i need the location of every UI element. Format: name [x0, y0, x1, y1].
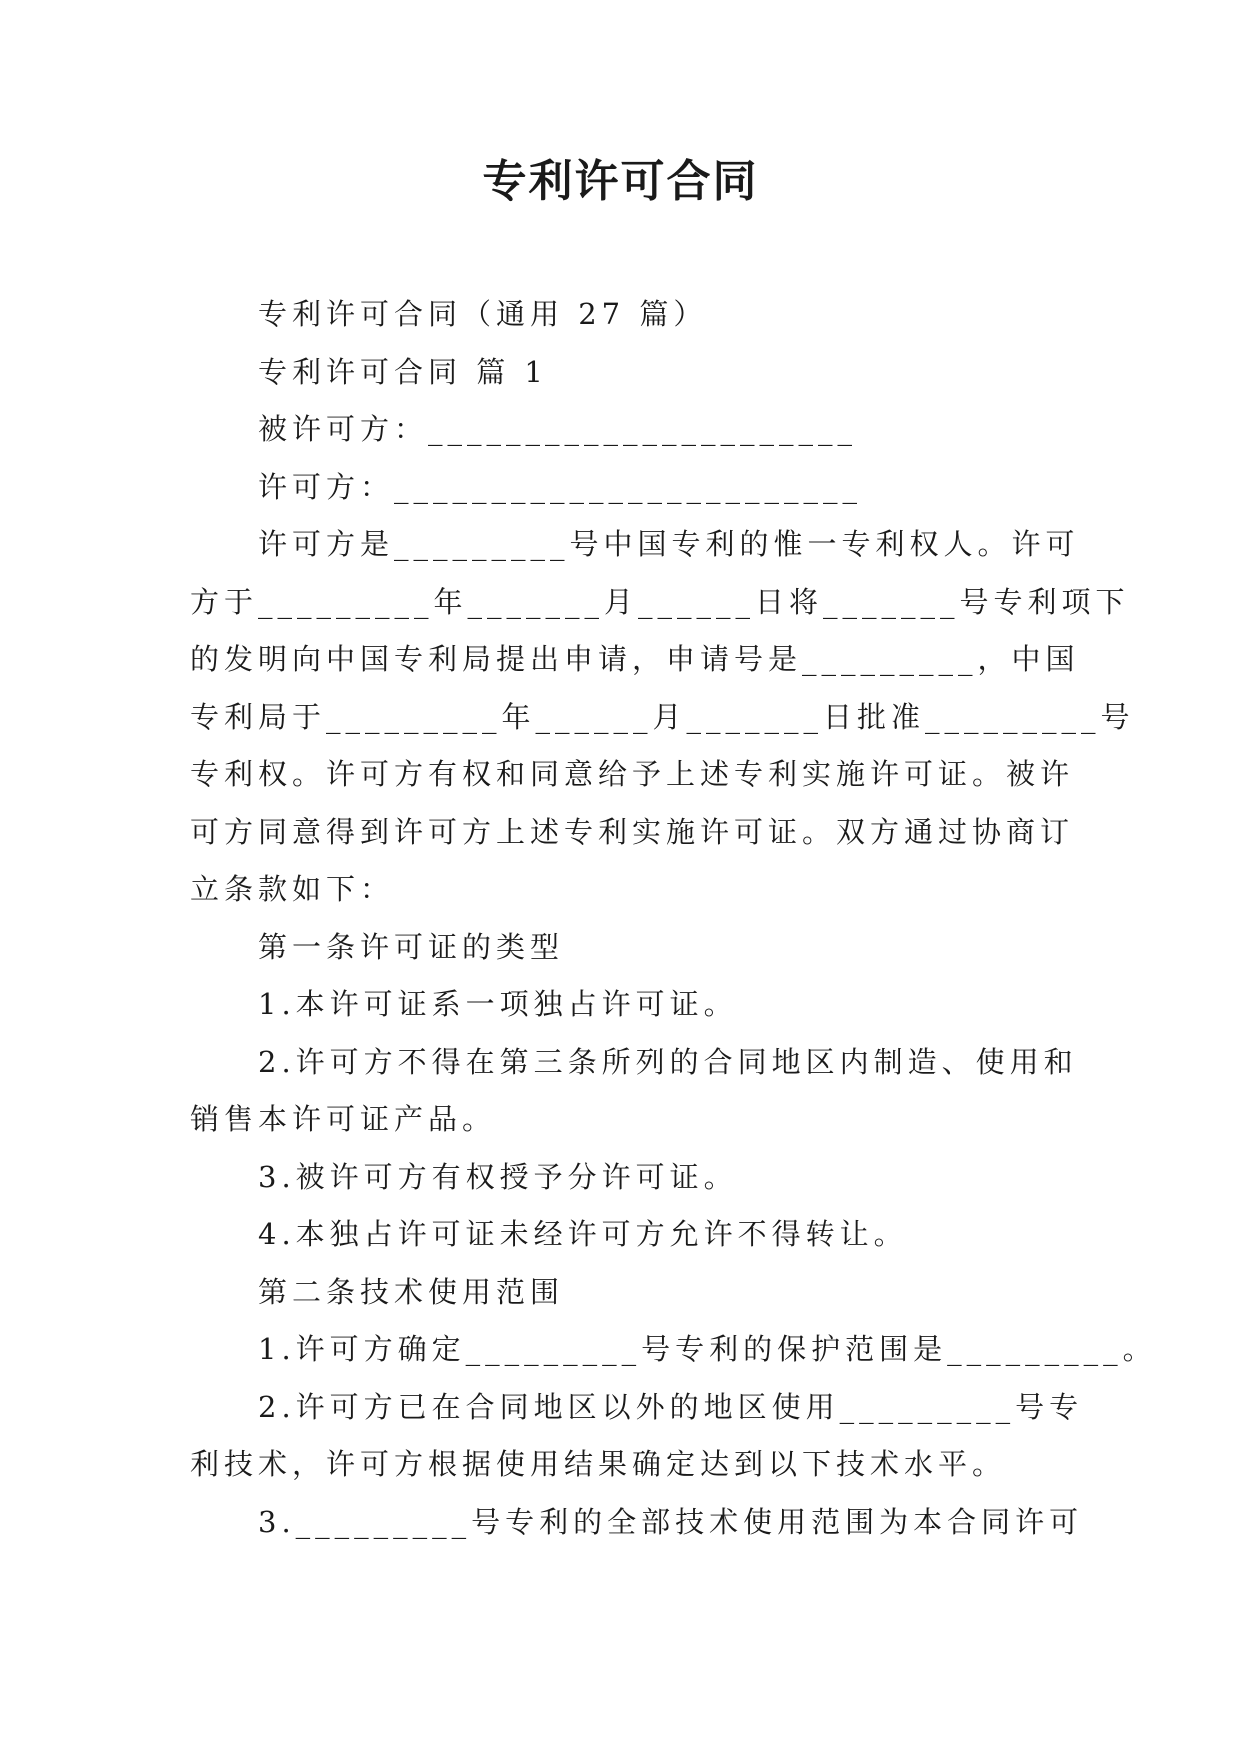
article-two-clause-3	[190, 1494, 1084, 1552]
document-body	[190, 286, 1157, 1551]
paragraph-line: 3._________号专利的全部技术使用范围为本合同许可	[258, 1504, 1084, 1539]
article-two-heading	[190, 1264, 1050, 1322]
article-one-clause-2	[190, 1034, 1078, 1149]
article-one-heading	[190, 919, 1050, 977]
paragraph-line: 专利权。许可方有权和同意给予上述专利实施许可证。被许	[190, 757, 1075, 791]
paragraph-line: 4.本独占许可证未经许可方允许不得转让。	[258, 1217, 908, 1251]
paragraph-line: 1.许可方确定_________号专利的保护范围是_________。	[258, 1332, 1157, 1366]
paragraph-line: 专利局于_________年______月_______日批准_________号	[190, 699, 1135, 734]
paragraph-line: 1.本许可证系一项独占许可证。	[258, 987, 738, 1021]
paragraph-line: 利技术，许可方根据使用结果确定达到以下技术水平。	[190, 1447, 1007, 1481]
paragraph-line: 立条款如下：	[190, 872, 395, 906]
paragraph-line: 许可方是_________号中国专利的惟一专利权人。许可	[258, 527, 1080, 561]
paragraph-line: 2.许可方已在合同地区以外的地区使用_________号专	[258, 1389, 1084, 1424]
article-one-clause-1	[190, 976, 1050, 1034]
paragraph-preamble	[190, 516, 1135, 919]
article-two-clause-2	[190, 1379, 1084, 1494]
article-one-clause-3	[190, 1149, 1050, 1207]
paragraph-subtitle	[190, 286, 1050, 344]
paragraph-licensor	[190, 459, 1050, 517]
paragraph-line: 专利许可合同（通用 27 篇）	[258, 297, 708, 331]
paragraph-line: 3.被许可方有权授予分许可证。	[258, 1159, 738, 1194]
paragraph-line: 被许可方：______________________	[258, 412, 858, 446]
paragraph-line: 许可方：________________________	[258, 469, 863, 504]
paragraph-line: 2.许可方不得在第三条所列的合同地区内制造、使用和	[258, 1044, 1078, 1079]
paragraph-line: 专利许可合同 篇 1	[258, 354, 548, 389]
document-title: 专利许可合同	[482, 156, 759, 207]
paragraph-licensee	[190, 401, 1050, 459]
article-two-clause-1	[190, 1321, 1157, 1379]
paragraph-line: 销售本许可证产品。	[190, 1102, 497, 1136]
paragraph-line: 可方同意得到许可方上述专利实施许可证。双方通过协商订	[190, 814, 1075, 849]
paragraph-line: 第一条许可证的类型	[258, 929, 565, 964]
article-one-clause-4	[190, 1206, 1050, 1264]
paragraph-line: 第二条技术使用范围	[258, 1274, 565, 1309]
paragraph-section-heading	[190, 344, 1050, 402]
paragraph-line: 的发明向中国专利局提出申请，申请号是_________，中国	[190, 642, 1080, 676]
paragraph-line: 方于_________年_______月______日将_______号专利项下	[190, 584, 1130, 619]
